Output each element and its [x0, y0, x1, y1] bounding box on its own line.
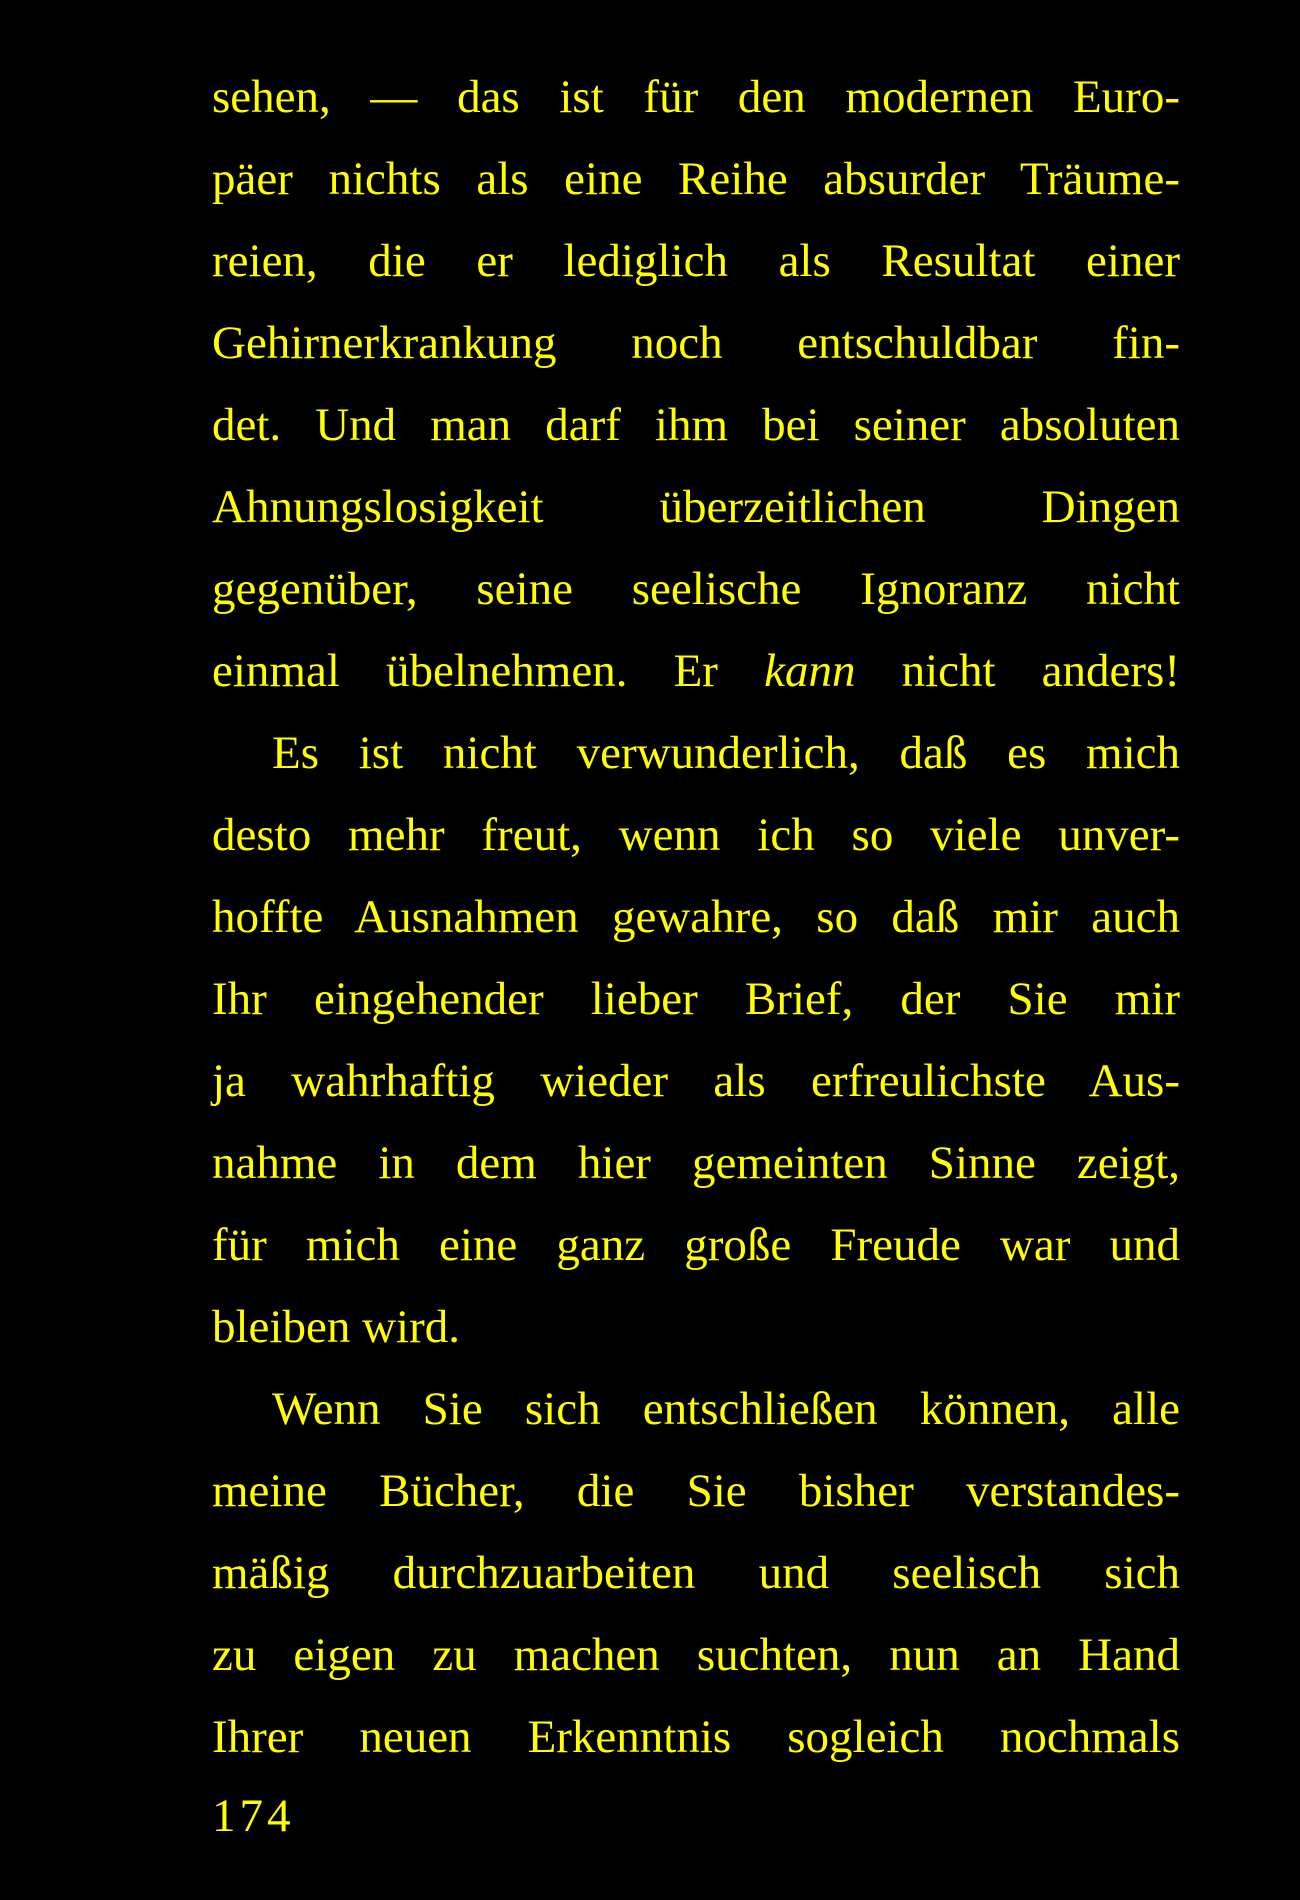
- text-line-indented: Es ist nicht verwunderlich, daß es mich: [272, 727, 1180, 779]
- text-line: mäßig durchzuarbeiten und seelisch sich: [212, 1547, 1180, 1599]
- text-line: gegenüber, seine seelische Ignoranz nicht: [212, 563, 1180, 615]
- emphasized-word: kann: [764, 645, 856, 697]
- page-number: 174: [212, 1790, 295, 1842]
- text-line-with-emphasis: [212, 630, 1180, 712]
- text-line: für mich eine ganz große Freude war und: [212, 1219, 1180, 1271]
- text-line-paragraph-end: bleiben wird.: [212, 1301, 460, 1353]
- text-line: nahme in dem hier gemeinten Sinne zeigt,: [212, 1137, 1180, 1189]
- text-line: reien, die er lediglich als Resultat einer: [212, 235, 1180, 287]
- text-line: det. Und man darf ihm bei seiner absoluten: [212, 399, 1180, 451]
- text-line: ja wahrhaftig wieder als erfreulichste Aus-: [212, 1055, 1180, 1107]
- text-line: Ahnungslosigkeit überzeitlichen Dingen: [212, 481, 1180, 533]
- text-line: zu eigen zu machen suchten, nun an Hand: [212, 1629, 1180, 1681]
- text-line: desto mehr freut, wenn ich so viele unver-: [212, 809, 1180, 861]
- text-line: meine Bücher, die Sie bisher verstandes-: [212, 1465, 1180, 1517]
- line-text-before: einmal übelnehmen. Er: [212, 645, 765, 697]
- text-line: sehen, — das ist für den modernen Euro-: [212, 71, 1180, 123]
- body-text: [212, 56, 1180, 1778]
- text-line: päer nichts als eine Reihe absurder Träume-: [212, 153, 1180, 205]
- text-line: Gehirnerkrankung noch entschuldbar fin-: [212, 317, 1180, 369]
- line-text-after: nicht anders!: [855, 645, 1180, 697]
- text-line: Ihrer neuen Erkenntnis sogleich nochmals: [212, 1711, 1180, 1763]
- text-line: Ihr eingehender lieber Brief, der Sie mir: [212, 973, 1180, 1025]
- text-line: hoffte Ausnahmen gewahre, so daß mir auch: [212, 891, 1180, 943]
- text-line-indented: Wenn Sie sich entschließen können, alle: [272, 1383, 1180, 1435]
